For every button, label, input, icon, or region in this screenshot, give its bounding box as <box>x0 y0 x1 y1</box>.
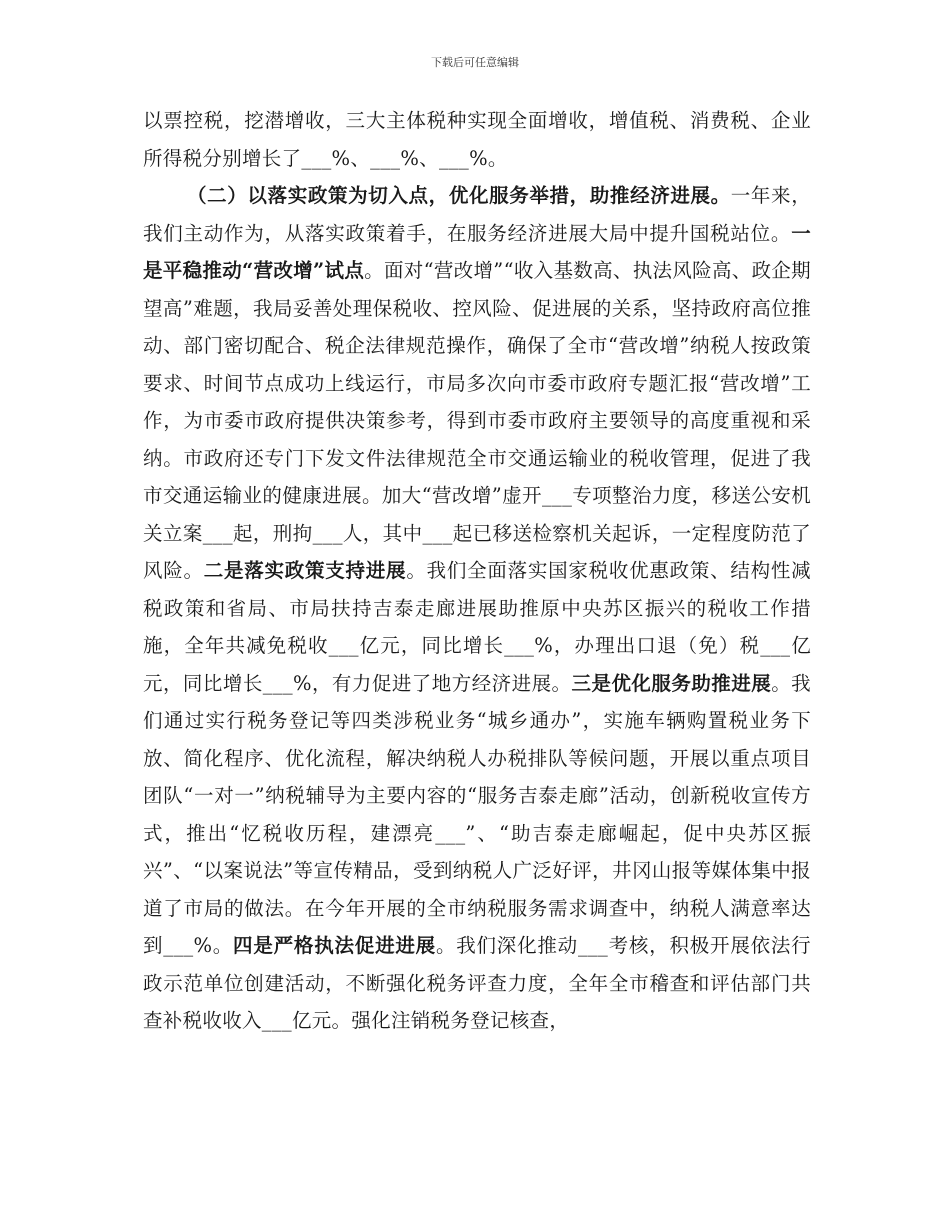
text-run: 。面对“营改增”“收入基数高、执法风险高、政企期望高”难题，我局妥善处理保税收、控风险、促进展的关系，坚持政府高位推动、部门密切配合、税企法律规范操作，确保了全市“营改增”纳税人按政策要求、时间节点成功上线运行，市局多次向市委市政府专题汇报“营改增”工作，为市委市政府提供决策参考，得到市委市政府主要领导的高度重视和采纳。市政府还专门下发文件法律规范全市交通运输业的税收管理，促进了我市交通运输业的健康进展。加大“营改增”虚开___专项整治力度，移送公安机关立案___起，刑拘___人，其中___起已移送检察机关起诉，一定程度防范了风险。 <box>143 259 811 582</box>
subheading-1: 一是平稳推动“营改增”试点 <box>143 221 811 282</box>
text-run: 以票控税，挖潜增收，三大主体税种实现全面增收，增值税、消费税、企业所得税分别增长了___%、___%、___%。 <box>143 109 811 170</box>
document-body <box>143 102 811 1040</box>
text-run: 。我们通过实行税务登记等四类涉税业务“城乡通办”，实施车辆购置税业务下放、简化程序、优化流程，解决纳税人办税排队等候问题，开展以重点项目团队“一对一”纳税辅导为主要内容的“服务吉泰走廊”活动，创新税收宣传方式，推出“忆税收历程，建漂亮___”、“助吉泰走廊崛起，促中央苏区振兴”、“以案说法”等宣传精品，受到纳税人广泛好评，井冈山报等媒体集中报道了市局的做法。在今年开展的全市纳税服务需求调查中，纳税人满意率达到___%。 <box>143 671 811 957</box>
subheading-3: 三是优化服务助推进展 <box>571 671 772 695</box>
subheading-4: 四是严格执法促进进展 <box>233 934 436 957</box>
paragraph <box>143 177 811 1040</box>
text-run: 。我们深化推动___考核，积极开展依法行政示范单位创建活动，不断强化税务评查力度，全年全市稽查和评估部门共查补税收收入___亿元。强化注销税务登记核查， <box>143 934 811 1032</box>
page-header: 下载后可任意编辑 <box>431 56 519 69</box>
text-run: 。我们全面落实国家税收优惠政策、结构性减税政策和省局、市局扶持吉泰走廊进展助推原中央苏区振兴的税收工作措施，全年共减免税收___亿元，同比增长___%，办理出口退（免）税___亿元，同比增长___%，有力促进了地方经济进展。 <box>143 559 811 695</box>
text-run: 一年来，我们主动作为，从落实政策着手，在服务经济进展大局中提升国税站位。 <box>143 184 812 245</box>
section-heading: （二）以落实政策为切入点，优化服务举措，助推经济进展。 <box>187 184 731 207</box>
paragraph <box>143 102 811 177</box>
subheading-2: 二是落实政策支持进展 <box>203 559 407 582</box>
